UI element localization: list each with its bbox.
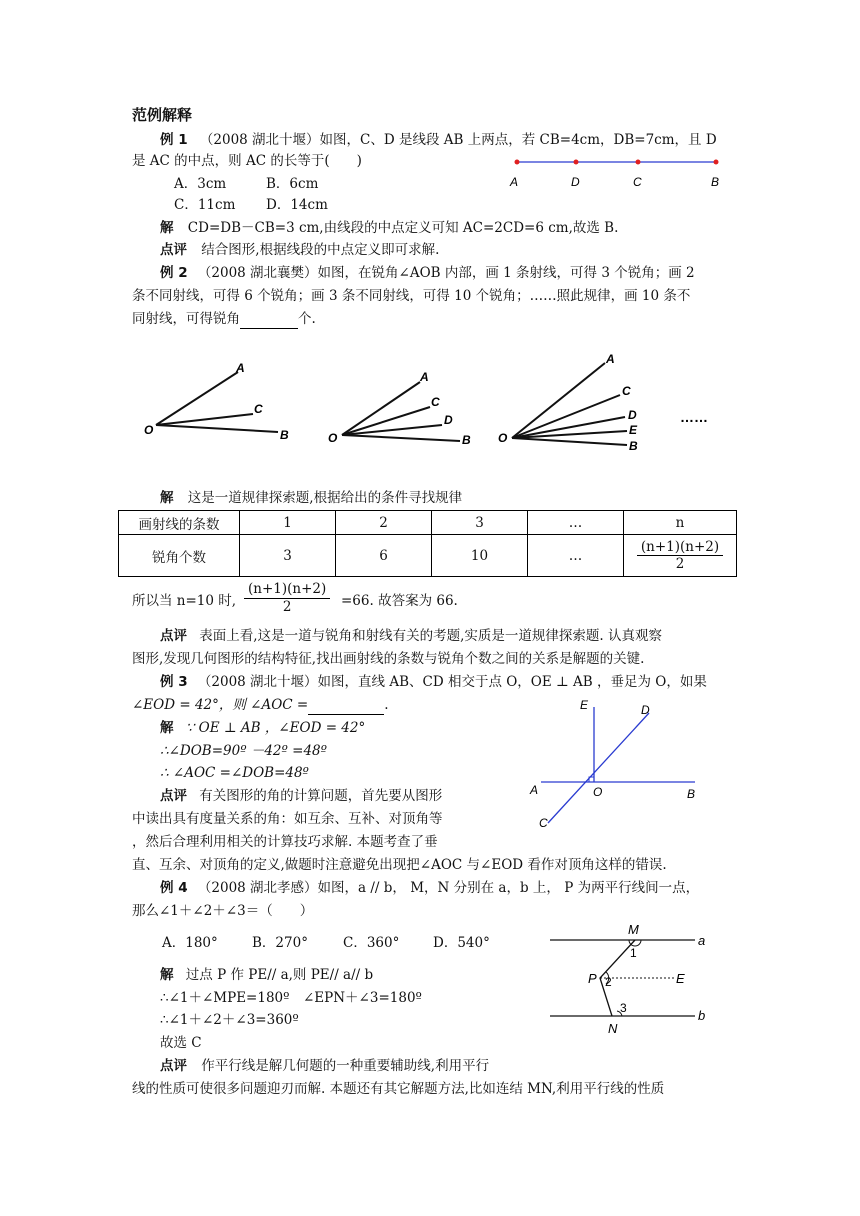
comment-text: 作平行线是解几何题的一种重要辅助线,利用平行: [201, 1058, 490, 1074]
example-1-comment: [160, 241, 439, 259]
fraction: [244, 581, 330, 616]
table-cell: 10: [432, 535, 528, 577]
fraction-numerator: (n+1)(n+2): [244, 581, 330, 599]
label-n: N: [608, 1021, 618, 1036]
example-1-label: 例 1: [160, 132, 188, 148]
example-1-solution: [160, 219, 618, 237]
comment-label: 点评: [160, 788, 187, 804]
example-3-line-2: [132, 696, 389, 715]
fig3-label-o: O: [498, 431, 508, 445]
example-1-line-2: 是 AC 的中点，则 AC 的长等于( ): [132, 153, 362, 169]
example-4-label: 例 4: [160, 880, 188, 896]
example-3-comment-4: 直、互余、对顶角的定义,做题时注意避免出现把∠AOC 与∠EOD 看作对顶角这样的错误.: [132, 857, 667, 873]
solution-text: CD=DB－CB=3 cm,由线段的中点定义可知 AC=2CD=6 cm,故选 B.: [187, 220, 619, 236]
table-cell: 6: [336, 535, 432, 577]
option-a: A．180°: [162, 935, 218, 951]
option-b: B．6cm: [266, 176, 319, 192]
fraction-denominator: 2: [675, 556, 685, 572]
option-a: A．3cm: [174, 176, 227, 192]
point-label-d: D: [571, 175, 580, 189]
parallel-lines-figure: [540, 920, 720, 1040]
segment-figure: [500, 150, 740, 195]
fig1-label-b: B: [280, 428, 289, 442]
solution-label: 解: [160, 720, 174, 736]
section-title: 范例解释: [132, 106, 193, 124]
intersecting-lines-figure: [525, 695, 705, 835]
label-a: a: [698, 933, 706, 948]
example-3-line-1: [160, 673, 707, 691]
label-a: A: [530, 783, 539, 797]
example-2-line-2: 条不同射线，可得 6 个锐角；画 3 条不同射线，可得 10 个锐角；……照此规律，画 10 条不: [132, 288, 691, 304]
comment-label: 点评: [160, 242, 187, 258]
fig2-label-d: D: [444, 413, 453, 427]
example-2-comment-1: [160, 627, 662, 645]
example-4-solution-3: ∴∠1＋∠2＋∠3=360º: [160, 1012, 299, 1028]
example-2-comment-2: 图形,发现几何图形的结构特征,找出画射线的条数与锐角个数之间的关系是解题的关键.: [132, 651, 645, 667]
example-4-line-2: 那么∠1＋∠2＋∠3＝（ ）: [132, 903, 314, 919]
example-2-line-1: [160, 264, 695, 282]
angle-2-label: 2: [605, 975, 612, 989]
table-row: [119, 535, 737, 577]
angle-3-label: 3: [620, 1001, 627, 1015]
example-4-line-1: [160, 879, 699, 897]
point-label-c: C: [633, 175, 642, 189]
solution-label: 解: [160, 490, 174, 506]
label-o: O: [593, 785, 603, 799]
option-c: C．360°: [343, 935, 400, 951]
label-b: b: [698, 1008, 706, 1023]
example-3-solution-2: ∴∠DOB=90º －42º =48º: [160, 743, 327, 759]
option-d: D．540°: [433, 935, 490, 951]
example-2-solution: [160, 489, 462, 507]
label-m: M: [628, 922, 639, 937]
example-2-label: 例 2: [160, 265, 188, 281]
example-4-solution-2: ∴∠1＋∠MPE=180º ∠EPN＋∠3=180º: [160, 990, 422, 1006]
fraction: [637, 539, 723, 572]
figure-ellipsis: ……: [680, 409, 708, 425]
fraction-denominator: 2: [282, 599, 292, 615]
comment-text: 有关图形的角的计算问题，首先要从图形: [199, 788, 443, 804]
fig3-label-a: A: [606, 352, 615, 366]
answer-blank: [240, 310, 298, 329]
example-4-comment-2: 线的性质可使很多问题迎刃而解. 本题还有其它解题方法,比如连结 MN,利用平行线的性质: [132, 1081, 665, 1097]
fig3-label-d: D: [628, 408, 637, 422]
example-2-result-prefix: 所以当 n=10 时,: [132, 593, 237, 609]
solution-text: ∵ OE ⊥ AB ，∠EOD = 42°: [185, 720, 366, 736]
fig1-label-a: A: [236, 361, 245, 375]
example-3-comment-3: ，然后合理利用相关的计算技巧求解. 本题考查了垂: [132, 834, 438, 850]
table-cell: 3: [432, 511, 528, 535]
fig1-label-c: C: [254, 402, 263, 416]
comment-label: 点评: [160, 1058, 187, 1074]
fig2-label-a: A: [420, 370, 429, 384]
table-row: [119, 511, 737, 535]
label-c: C: [539, 816, 548, 830]
fig2-label-o: O: [328, 431, 338, 445]
table-cell: n: [624, 511, 737, 535]
example-1-text-1: （2008 湖北十堰）如图，C、D 是线段 AB 上两点，若 CB=4cm，DB=7cm，且 D: [199, 132, 717, 148]
option-c: C．11cm: [174, 197, 236, 213]
example-2-text-1: （2008 湖北襄樊）如图，在锐角∠AOB 内部，画 1 条射线，可得 3 个锐角；画 2: [197, 265, 695, 281]
table-head-rays: 画射线的条数: [119, 511, 240, 535]
example-2-text-3b: 个.: [298, 311, 316, 327]
comment-text: 表面上看,这是一道与锐角和射线有关的考题,实质是一道规律探索题. 认真观察: [199, 628, 662, 644]
solution-label: 解: [160, 220, 174, 236]
table-cell: 1: [240, 511, 336, 535]
fig2-label-c: C: [431, 395, 440, 409]
angle-rays-figure: [130, 345, 730, 460]
table-cell-fraction: [624, 535, 737, 577]
comment-text: 结合图形,根据线段的中点定义即可求解.: [201, 242, 440, 258]
example-2-text-3a: 同射线，可得锐角: [132, 311, 240, 327]
fraction-numerator: (n+1)(n+2): [637, 539, 723, 556]
answer-blank: [308, 696, 384, 715]
label-p: P: [588, 971, 597, 986]
example-3-text-2b: .: [384, 697, 389, 713]
example-3-solution-1: [160, 719, 365, 737]
example-1-line-1: [160, 131, 717, 149]
label-b: B: [687, 787, 696, 801]
example-3-text-1: （2008 湖北十堰）如图，直线 AB、CD 相交于点 O，OE ⊥ AB ，垂足为 O，如果: [197, 674, 707, 690]
label-d: D: [641, 703, 650, 717]
table-cell: …: [528, 535, 624, 577]
label-e: E: [580, 698, 589, 712]
solution-label: 解: [160, 967, 174, 983]
example-2-line-3: [132, 310, 316, 329]
point-label-a: A: [510, 175, 519, 189]
fig3-label-c: C: [622, 384, 631, 398]
example-3-label: 例 3: [160, 674, 188, 690]
solution-text: 过点 P 作 PE// a,则 PE// a// b: [185, 967, 374, 983]
example-4-text-1: （2008 湖北孝感）如图，a // b， M，N 分别在 a，b 上， P 为两平行线间一点，: [197, 880, 700, 896]
example-3-comment-1: [160, 787, 442, 805]
option-d: D．14cm: [266, 197, 328, 213]
example-3-comment-2: 中读出具有度量关系的角：如互余、互补、对顶角等: [132, 811, 443, 827]
table-cell: …: [528, 511, 624, 535]
fig3-label-e: E: [629, 423, 638, 437]
example-4-comment-1: [160, 1057, 489, 1075]
fig3-label-b: B: [629, 439, 638, 453]
example-3-text-2a: ∠EOD = 42°，则 ∠AOC =: [132, 697, 309, 713]
pattern-table: [118, 510, 737, 577]
table-head-angles: 锐角个数: [119, 535, 240, 577]
comment-label: 点评: [160, 628, 187, 644]
point-label-b: B: [711, 175, 720, 189]
fig2-label-b: B: [462, 433, 471, 447]
label-e: E: [676, 971, 685, 986]
result-fraction: [244, 581, 330, 616]
fig1-label-o: O: [144, 423, 154, 437]
option-b: B．270°: [252, 935, 308, 951]
solution-text: 这是一道规律探索题,根据给出的条件寻找规律: [187, 490, 463, 506]
table-cell: 2: [336, 511, 432, 535]
example-4-solution-1: [160, 966, 373, 984]
table-cell: 3: [240, 535, 336, 577]
example-3-solution-3: ∴ ∠AOC =∠DOB=48º: [160, 765, 309, 781]
angle-1-label: 1: [630, 946, 637, 960]
example-4-solution-4: 故选 C: [160, 1035, 202, 1051]
example-2-result-suffix: =66. 故答案为 66.: [341, 593, 458, 609]
